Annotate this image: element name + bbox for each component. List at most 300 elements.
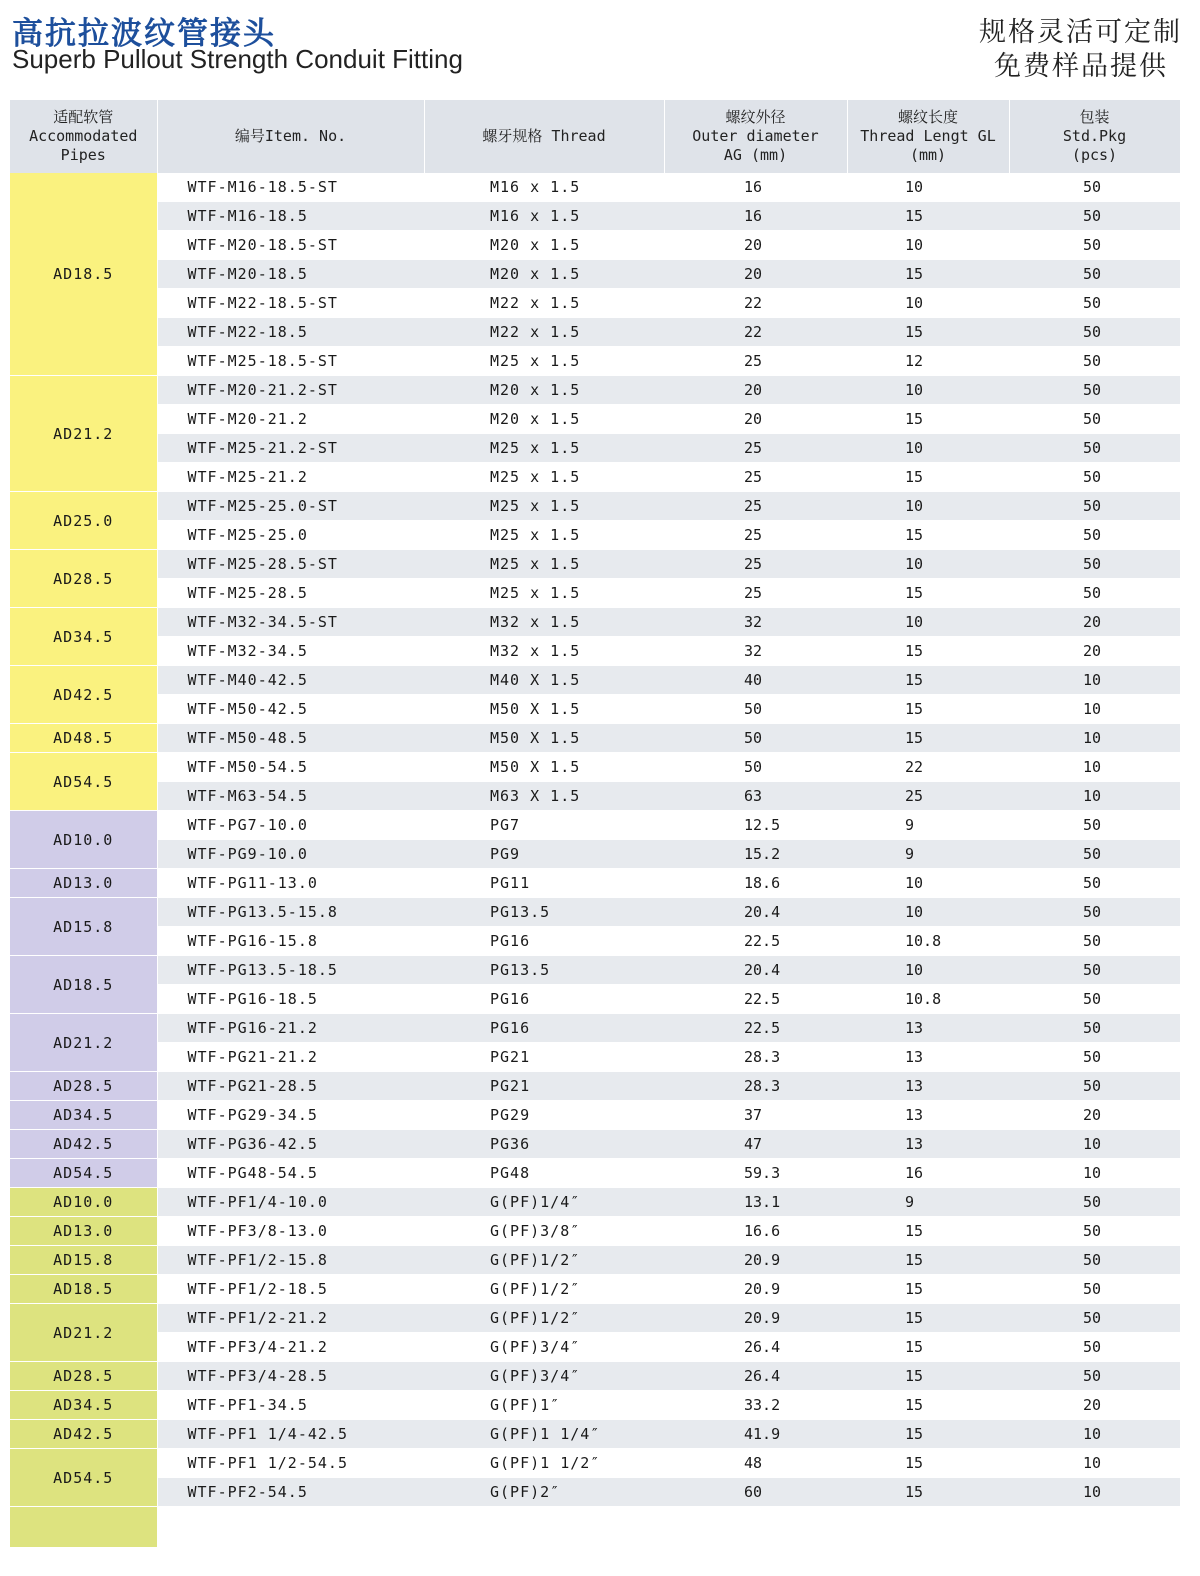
thread-cell: PG21 — [424, 1072, 664, 1101]
thread-length-cell: 10 — [847, 898, 1009, 927]
table-row — [10, 405, 1180, 434]
table-row — [10, 1362, 1180, 1391]
table-row — [10, 260, 1180, 289]
table-row — [10, 231, 1180, 260]
std-pkg-cell: 50 — [1009, 927, 1180, 956]
header-accommodated-pipes — [10, 100, 157, 173]
table-row — [10, 289, 1180, 318]
item-no-cell: WTF-PG29-34.5 — [157, 1101, 424, 1130]
table-row — [10, 927, 1180, 956]
table-row — [10, 579, 1180, 608]
slogan-customizable: 规格灵活可定制 — [979, 17, 1182, 48]
std-pkg-cell: 50 — [1009, 840, 1180, 869]
thread-length-cell: 9 — [847, 1188, 1009, 1217]
accommodated-pipe-cell: AD10.0 — [10, 811, 157, 869]
thread-length-cell: 15 — [847, 1362, 1009, 1391]
std-pkg-cell: 10 — [1009, 782, 1180, 811]
thread-cell: M25 x 1.5 — [424, 579, 664, 608]
thread-length-cell: 15 — [847, 1420, 1009, 1449]
header-line: (mm) — [909, 146, 947, 164]
outer-diameter-cell: 60 — [664, 1478, 847, 1507]
thread-cell: G(PF)1/2″ — [424, 1304, 664, 1333]
std-pkg-cell: 50 — [1009, 1014, 1180, 1043]
table-row — [10, 1217, 1180, 1246]
thread-cell: M50 X 1.5 — [424, 724, 664, 753]
table-row — [10, 1304, 1180, 1333]
table-row — [10, 173, 1180, 202]
thread-cell: M25 x 1.5 — [424, 492, 664, 521]
thread-length-cell: 9 — [847, 811, 1009, 840]
accommodated-pipe-cell: AD13.0 — [10, 869, 157, 898]
outer-diameter-cell: 25 — [664, 579, 847, 608]
item-no-cell: WTF-PF1-34.5 — [157, 1391, 424, 1420]
accommodated-pipe-cell: AD48.5 — [10, 724, 157, 753]
outer-diameter-cell: 50 — [664, 724, 847, 753]
accommodated-pipe-cell: AD34.5 — [10, 608, 157, 666]
outer-diameter-cell: 50 — [664, 695, 847, 724]
thread-length-cell: 10 — [847, 608, 1009, 637]
item-no-cell: WTF-PF2-54.5 — [157, 1478, 424, 1507]
table-row — [10, 608, 1180, 637]
std-pkg-cell: 50 — [1009, 1043, 1180, 1072]
header-std-pkg — [1009, 100, 1180, 173]
thread-cell: M32 x 1.5 — [424, 608, 664, 637]
outer-diameter-cell: 28.3 — [664, 1072, 847, 1101]
item-no-cell: WTF-M22-18.5 — [157, 318, 424, 347]
thread-length-cell: 15 — [847, 1246, 1009, 1275]
table-row — [10, 492, 1180, 521]
thread-length-cell: 15 — [847, 202, 1009, 231]
table-row — [10, 550, 1180, 579]
table-row — [10, 1391, 1180, 1420]
std-pkg-cell: 50 — [1009, 1333, 1180, 1362]
item-no-cell: WTF-PG11-13.0 — [157, 869, 424, 898]
accommodated-pipe-cell: AD42.5 — [10, 666, 157, 724]
thread-length-cell: 10.8 — [847, 927, 1009, 956]
accommodated-pipe-cell: AD15.8 — [10, 898, 157, 956]
thread-cell: M40 X 1.5 — [424, 666, 664, 695]
outer-diameter-cell: 20.9 — [664, 1304, 847, 1333]
std-pkg-cell: 10 — [1009, 1420, 1180, 1449]
std-pkg-cell: 10 — [1009, 724, 1180, 753]
std-pkg-cell: 10 — [1009, 1130, 1180, 1159]
thread-length-cell: 15 — [847, 1217, 1009, 1246]
table-row — [10, 666, 1180, 695]
std-pkg-cell: 50 — [1009, 579, 1180, 608]
outer-diameter-cell: 22 — [664, 289, 847, 318]
table-row — [10, 637, 1180, 666]
thread-cell: G(PF)3/4″ — [424, 1333, 664, 1362]
thread-length-cell: 10 — [847, 956, 1009, 985]
outer-diameter-cell: 37 — [664, 1101, 847, 1130]
std-pkg-cell: 50 — [1009, 1304, 1180, 1333]
table-row-empty — [10, 1507, 1180, 1548]
table-row — [10, 985, 1180, 1014]
thread-cell: G(PF)1/2″ — [424, 1275, 664, 1304]
item-no-cell: WTF-M50-42.5 — [157, 695, 424, 724]
thread-length-cell: 15 — [847, 318, 1009, 347]
thread-length-cell: 15 — [847, 521, 1009, 550]
header-line: 螺牙规格 Thread — [482, 127, 606, 145]
thread-cell: M25 x 1.5 — [424, 521, 664, 550]
item-no-cell: WTF-PG36-42.5 — [157, 1130, 424, 1159]
item-no-cell: WTF-M20-21.2-ST — [157, 376, 424, 405]
table-row — [10, 318, 1180, 347]
thread-length-cell: 10 — [847, 173, 1009, 202]
std-pkg-cell: 50 — [1009, 202, 1180, 231]
item-no-cell: WTF-PG13.5-18.5 — [157, 956, 424, 985]
outer-diameter-cell: 20.9 — [664, 1246, 847, 1275]
outer-diameter-cell: 20 — [664, 231, 847, 260]
thread-length-cell: 15 — [847, 260, 1009, 289]
outer-diameter-cell: 40 — [664, 666, 847, 695]
std-pkg-cell: 50 — [1009, 1362, 1180, 1391]
thread-length-cell: 25 — [847, 782, 1009, 811]
outer-diameter-cell: 25 — [664, 434, 847, 463]
header-line: AG (mm) — [723, 146, 788, 164]
outer-diameter-cell: 12.5 — [664, 811, 847, 840]
table-row — [10, 811, 1180, 840]
std-pkg-cell: 10 — [1009, 1478, 1180, 1507]
thread-length-cell: 10 — [847, 492, 1009, 521]
table-row — [10, 1159, 1180, 1188]
thread-cell: G(PF)3/4″ — [424, 1362, 664, 1391]
accommodated-pipe-cell: AD21.2 — [10, 376, 157, 492]
thread-cell: PG16 — [424, 985, 664, 1014]
thread-length-cell: 15 — [847, 637, 1009, 666]
item-no-cell: WTF-PG48-54.5 — [157, 1159, 424, 1188]
thread-cell: M25 x 1.5 — [424, 434, 664, 463]
header-line: 适配软管 — [53, 108, 114, 126]
thread-length-cell: 15 — [847, 666, 1009, 695]
outer-diameter-cell: 20 — [664, 405, 847, 434]
std-pkg-cell: 50 — [1009, 1188, 1180, 1217]
thread-cell: PG36 — [424, 1130, 664, 1159]
table-row — [10, 1275, 1180, 1304]
accommodated-pipe-cell: AD28.5 — [10, 1362, 157, 1391]
thread-cell: PG16 — [424, 927, 664, 956]
thread-length-cell: 10 — [847, 231, 1009, 260]
std-pkg-cell: 50 — [1009, 260, 1180, 289]
item-no-cell: WTF-M32-34.5-ST — [157, 608, 424, 637]
table-row — [10, 956, 1180, 985]
table-row — [10, 376, 1180, 405]
table-row — [10, 898, 1180, 927]
thread-cell: G(PF)1/4″ — [424, 1188, 664, 1217]
thread-cell: G(PF)1 1/2″ — [424, 1449, 664, 1478]
item-no-cell: WTF-PF1 1/4-42.5 — [157, 1420, 424, 1449]
thread-length-cell: 10 — [847, 376, 1009, 405]
accommodated-pipe-cell: AD25.0 — [10, 492, 157, 550]
spec-table-body — [10, 173, 1180, 1548]
outer-diameter-cell: 20 — [664, 376, 847, 405]
item-no-cell: WTF-M50-48.5 — [157, 724, 424, 753]
table-row — [10, 1188, 1180, 1217]
accommodated-pipe-cell: AD18.5 — [10, 1275, 157, 1304]
accommodated-pipe-cell-empty — [10, 1507, 157, 1548]
std-pkg-cell: 50 — [1009, 376, 1180, 405]
table-row — [10, 1072, 1180, 1101]
outer-diameter-cell: 16 — [664, 202, 847, 231]
thread-cell: PG11 — [424, 869, 664, 898]
std-pkg-cell: 50 — [1009, 492, 1180, 521]
thread-length-cell: 9 — [847, 840, 1009, 869]
item-no-cell: WTF-M40-42.5 — [157, 666, 424, 695]
header-line: 螺纹外径 — [725, 108, 786, 126]
table-row — [10, 753, 1180, 782]
thread-cell: M20 x 1.5 — [424, 231, 664, 260]
thread-cell: M32 x 1.5 — [424, 637, 664, 666]
std-pkg-cell: 50 — [1009, 521, 1180, 550]
item-no-cell: WTF-M22-18.5-ST — [157, 289, 424, 318]
thread-length-cell: 16 — [847, 1159, 1009, 1188]
outer-diameter-cell: 16.6 — [664, 1217, 847, 1246]
thread-cell: M63 X 1.5 — [424, 782, 664, 811]
std-pkg-cell: 50 — [1009, 956, 1180, 985]
std-pkg-cell: 20 — [1009, 1101, 1180, 1130]
accommodated-pipe-cell: AD28.5 — [10, 550, 157, 608]
thread-length-cell: 15 — [847, 405, 1009, 434]
thread-length-cell: 22 — [847, 753, 1009, 782]
page-title-chinese: 高抗拉波纹管接头 — [12, 16, 276, 52]
std-pkg-cell: 50 — [1009, 1275, 1180, 1304]
outer-diameter-cell: 15.2 — [664, 840, 847, 869]
std-pkg-cell: 50 — [1009, 811, 1180, 840]
item-no-cell: WTF-M50-54.5 — [157, 753, 424, 782]
std-pkg-cell: 50 — [1009, 289, 1180, 318]
item-no-cell: WTF-PF1/4-10.0 — [157, 1188, 424, 1217]
thread-length-cell: 15 — [847, 724, 1009, 753]
accommodated-pipe-cell: AD28.5 — [10, 1072, 157, 1101]
header-line: Pipes — [60, 146, 106, 164]
thread-length-cell: 10 — [847, 289, 1009, 318]
thread-cell: G(PF)2″ — [424, 1478, 664, 1507]
table-row — [10, 521, 1180, 550]
std-pkg-cell: 10 — [1009, 1449, 1180, 1478]
table-row — [10, 463, 1180, 492]
item-no-cell: WTF-PG16-15.8 — [157, 927, 424, 956]
item-no-cell: WTF-PG16-21.2 — [157, 1014, 424, 1043]
spec-table — [10, 100, 1181, 1548]
thread-length-cell: 15 — [847, 1304, 1009, 1333]
outer-diameter-cell: 22.5 — [664, 927, 847, 956]
outer-diameter-cell: 50 — [664, 753, 847, 782]
thread-length-cell: 15 — [847, 463, 1009, 492]
accommodated-pipe-cell: AD21.2 — [10, 1014, 157, 1072]
outer-diameter-cell: 20 — [664, 260, 847, 289]
table-row — [10, 347, 1180, 376]
thread-cell: M16 x 1.5 — [424, 202, 664, 231]
item-no-cell: WTF-PF1/2-15.8 — [157, 1246, 424, 1275]
table-row — [10, 1478, 1180, 1507]
outer-diameter-cell: 20.9 — [664, 1275, 847, 1304]
thread-length-cell: 10 — [847, 434, 1009, 463]
std-pkg-cell: 50 — [1009, 1072, 1180, 1101]
item-no-cell: WTF-M16-18.5 — [157, 202, 424, 231]
outer-diameter-cell: 32 — [664, 637, 847, 666]
thread-cell: G(PF)3/8″ — [424, 1217, 664, 1246]
std-pkg-cell: 50 — [1009, 173, 1180, 202]
item-no-cell: WTF-PF1/2-21.2 — [157, 1304, 424, 1333]
header-line: 编号Item. No. — [234, 127, 347, 145]
outer-diameter-cell: 22.5 — [664, 985, 847, 1014]
std-pkg-cell: 10 — [1009, 1159, 1180, 1188]
outer-diameter-cell: 26.4 — [664, 1333, 847, 1362]
header-line: Thread Lengt GL — [860, 127, 996, 145]
std-pkg-cell: 50 — [1009, 1246, 1180, 1275]
item-no-cell: WTF-PG21-21.2 — [157, 1043, 424, 1072]
table-row — [10, 1449, 1180, 1478]
thread-cell: G(PF)1/2″ — [424, 1246, 664, 1275]
accommodated-pipe-cell: AD42.5 — [10, 1420, 157, 1449]
outer-diameter-cell: 63 — [664, 782, 847, 811]
thread-length-cell: 10 — [847, 550, 1009, 579]
thread-cell: M22 x 1.5 — [424, 318, 664, 347]
item-no-cell: WTF-M20-18.5 — [157, 260, 424, 289]
thread-cell: PG16 — [424, 1014, 664, 1043]
item-no-cell: WTF-M25-18.5-ST — [157, 347, 424, 376]
thread-cell: PG9 — [424, 840, 664, 869]
header-line: Std.Pkg — [1062, 127, 1127, 145]
thread-cell: PG13.5 — [424, 898, 664, 927]
header-line: Outer diameter — [692, 127, 819, 145]
thread-cell: PG13.5 — [424, 956, 664, 985]
thread-length-cell: 13 — [847, 1072, 1009, 1101]
header-line: (pcs) — [1071, 146, 1118, 164]
header-thread — [424, 100, 664, 173]
thread-length-cell: 15 — [847, 1449, 1009, 1478]
table-row — [10, 724, 1180, 753]
thread-cell: M25 x 1.5 — [424, 347, 664, 376]
thread-cell: M50 X 1.5 — [424, 753, 664, 782]
std-pkg-cell: 50 — [1009, 1217, 1180, 1246]
outer-diameter-cell: 25 — [664, 347, 847, 376]
page-title-english: Superb Pullout Strength Conduit Fitting — [12, 44, 463, 74]
std-pkg-cell: 10 — [1009, 753, 1180, 782]
std-pkg-cell: 50 — [1009, 985, 1180, 1014]
outer-diameter-cell: 25 — [664, 492, 847, 521]
std-pkg-cell: 50 — [1009, 434, 1180, 463]
header-thread-length — [847, 100, 1009, 173]
std-pkg-cell: 50 — [1009, 550, 1180, 579]
table-row — [10, 1333, 1180, 1362]
table-row — [10, 695, 1180, 724]
thread-length-cell: 13 — [847, 1014, 1009, 1043]
accommodated-pipe-cell: AD34.5 — [10, 1391, 157, 1420]
item-no-cell: WTF-PF3/4-28.5 — [157, 1362, 424, 1391]
item-no-cell: WTF-M20-18.5-ST — [157, 231, 424, 260]
thread-cell: G(PF)1 1/4″ — [424, 1420, 664, 1449]
item-no-cell: WTF-M25-28.5-ST — [157, 550, 424, 579]
std-pkg-cell: 50 — [1009, 405, 1180, 434]
item-no-cell: WTF-PG7-10.0 — [157, 811, 424, 840]
table-row — [10, 434, 1180, 463]
item-no-cell: WTF-M32-34.5 — [157, 637, 424, 666]
accommodated-pipe-cell: AD18.5 — [10, 173, 157, 376]
empty-cell — [157, 1507, 1180, 1548]
thread-length-cell: 15 — [847, 1275, 1009, 1304]
accommodated-pipe-cell: AD54.5 — [10, 1449, 157, 1507]
item-no-cell: WTF-PG9-10.0 — [157, 840, 424, 869]
thread-length-cell: 15 — [847, 1333, 1009, 1362]
std-pkg-cell: 50 — [1009, 231, 1180, 260]
thread-length-cell: 12 — [847, 347, 1009, 376]
item-no-cell: WTF-M25-21.2 — [157, 463, 424, 492]
item-no-cell: WTF-M20-21.2 — [157, 405, 424, 434]
thread-length-cell: 13 — [847, 1101, 1009, 1130]
std-pkg-cell: 50 — [1009, 347, 1180, 376]
accommodated-pipe-cell: AD15.8 — [10, 1246, 157, 1275]
outer-diameter-cell: 47 — [664, 1130, 847, 1159]
accommodated-pipe-cell: AD42.5 — [10, 1130, 157, 1159]
outer-diameter-cell: 20.4 — [664, 956, 847, 985]
header-line: 螺纹长度 — [897, 108, 958, 126]
std-pkg-cell: 20 — [1009, 608, 1180, 637]
item-no-cell: WTF-M16-18.5-ST — [157, 173, 424, 202]
table-row — [10, 840, 1180, 869]
std-pkg-cell: 20 — [1009, 637, 1180, 666]
table-row — [10, 782, 1180, 811]
thread-length-cell: 15 — [847, 1478, 1009, 1507]
outer-diameter-cell: 18.6 — [664, 869, 847, 898]
thread-cell: PG7 — [424, 811, 664, 840]
item-no-cell: WTF-PG16-18.5 — [157, 985, 424, 1014]
std-pkg-cell: 20 — [1009, 1391, 1180, 1420]
accommodated-pipe-cell: AD18.5 — [10, 956, 157, 1014]
thread-length-cell: 15 — [847, 1391, 1009, 1420]
thread-cell: M16 x 1.5 — [424, 173, 664, 202]
thread-length-cell: 13 — [847, 1043, 1009, 1072]
item-no-cell: WTF-PF1/2-18.5 — [157, 1275, 424, 1304]
accommodated-pipe-cell: AD54.5 — [10, 1159, 157, 1188]
header-line: Accommodated — [29, 127, 138, 145]
thread-cell: PG29 — [424, 1101, 664, 1130]
outer-diameter-cell: 25 — [664, 550, 847, 579]
header-outer-diameter — [664, 100, 847, 173]
item-no-cell: WTF-M25-25.0 — [157, 521, 424, 550]
table-row — [10, 1130, 1180, 1159]
thread-cell: M20 x 1.5 — [424, 376, 664, 405]
thread-cell: G(PF)1″ — [424, 1391, 664, 1420]
thread-length-cell: 15 — [847, 579, 1009, 608]
item-no-cell: WTF-M63-54.5 — [157, 782, 424, 811]
std-pkg-cell: 50 — [1009, 318, 1180, 347]
outer-diameter-cell: 33.2 — [664, 1391, 847, 1420]
outer-diameter-cell: 13.1 — [664, 1188, 847, 1217]
std-pkg-cell: 10 — [1009, 695, 1180, 724]
item-no-cell: WTF-PF3/8-13.0 — [157, 1217, 424, 1246]
slogan-free-samples: 免费样品提供 — [994, 51, 1168, 82]
outer-diameter-cell: 41.9 — [664, 1420, 847, 1449]
table-row — [10, 1420, 1180, 1449]
thread-cell: PG48 — [424, 1159, 664, 1188]
std-pkg-cell: 50 — [1009, 463, 1180, 492]
thread-cell: M25 x 1.5 — [424, 463, 664, 492]
item-no-cell: WTF-PF3/4-21.2 — [157, 1333, 424, 1362]
item-no-cell: WTF-PF1 1/2-54.5 — [157, 1449, 424, 1478]
outer-diameter-cell: 20.4 — [664, 898, 847, 927]
spec-table-header — [10, 100, 1180, 173]
item-no-cell: WTF-M25-21.2-ST — [157, 434, 424, 463]
header-item-no — [157, 100, 424, 173]
item-no-cell: WTF-M25-25.0-ST — [157, 492, 424, 521]
thread-cell: M20 x 1.5 — [424, 260, 664, 289]
thread-length-cell: 10.8 — [847, 985, 1009, 1014]
item-no-cell: WTF-PG13.5-15.8 — [157, 898, 424, 927]
thread-length-cell: 15 — [847, 695, 1009, 724]
outer-diameter-cell: 16 — [664, 173, 847, 202]
thread-cell: M50 X 1.5 — [424, 695, 664, 724]
